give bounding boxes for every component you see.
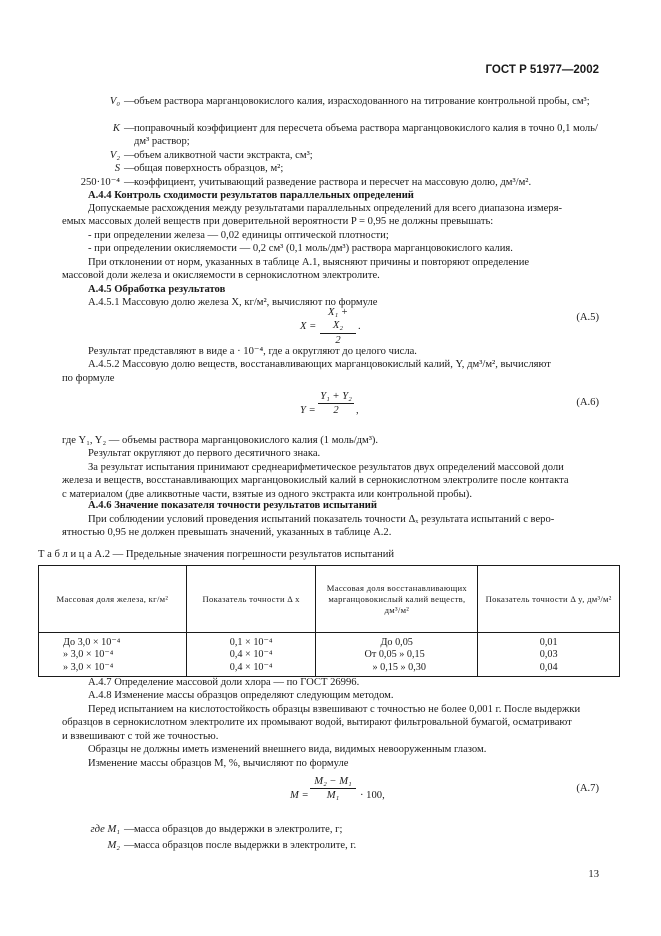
paragraph-line: образцов в сернокислотном электролите их промывают водой, вытирают фильтровальной бумагой, осматривают	[62, 717, 572, 728]
table-cell	[186, 633, 316, 677]
formula-number: (А.7)	[576, 783, 599, 794]
section-heading-a445: А.4.5 Обработка результатов	[88, 284, 226, 295]
definition-symbol: V₂	[109, 150, 120, 161]
definition-dash: —	[124, 824, 135, 835]
paragraph-line: и взвешивают с той же точностью.	[62, 731, 219, 742]
definition-symbol: M₂	[107, 840, 120, 851]
column-header: Массовая доля восстанавливающих марганцовокислый калий веществ, дм³/м²	[316, 566, 478, 633]
formula-tail: .	[358, 321, 361, 332]
column-header: Показатель точности Δ x	[186, 566, 316, 633]
definition-dash: —	[124, 123, 135, 134]
cell-line: До 0,05	[380, 637, 413, 648]
formula-fraction	[310, 775, 356, 803]
table-cell	[478, 633, 620, 677]
definition-text: объем раствора марганцовокислого калия, израсходованного на титрование контрольной пробы, см³;	[134, 96, 590, 107]
section-heading-a446: А.4.6 Значение показателя точности результатов испытаний	[88, 500, 378, 511]
column-header: Показатель точности Δ y, дм³/м²	[478, 566, 620, 633]
cell-line: 0,1 × 10⁻⁴	[229, 637, 273, 648]
cell-line: » 0,15 » 0,30	[372, 661, 426, 673]
paragraph-line: Образцы не должны иметь изменений внешнего вида, видимых невооруженным глазом.	[88, 744, 487, 755]
paragraph-line: А.4.5.2 Массовую долю веществ, восстанавливающих марганцовокислый калий, Y, дм³/м², вычисляют	[88, 359, 551, 370]
paragraph-line: Результат округляют до первого десятичного знака.	[88, 448, 321, 459]
paragraph-line: с материалом (две аликвотные части, взятые из одного экстракта или контрольной пробы).	[62, 489, 472, 500]
paragraph-line: При соблюдении условий проведения испытаний показатель точности Δₓ результата испытаний с веро-	[88, 514, 555, 525]
definition-dash: —	[124, 150, 135, 161]
definition-symbol: 250·10⁻⁴	[80, 177, 120, 188]
definition-text: поправочный коэффициент для пересчета объема раствора марганцовокислого калия в точно 0,1 моль/дм³ раствор;	[134, 123, 598, 148]
formula-fraction	[318, 390, 354, 418]
cell-line: 0,03	[539, 649, 558, 661]
definition-dash: —	[124, 163, 135, 174]
definition-text: масса образцов до выдержки в электролите, г;	[134, 824, 343, 835]
list-item: - при определении железа — 0,02 единицы оптической плотности;	[88, 230, 389, 241]
fraction-numerator: M₂ − M₁	[310, 775, 356, 789]
table-cell	[316, 633, 478, 677]
paragraph-line: За результат испытания принимают среднеарифметическое результатов двух определений массовой доли	[88, 462, 564, 473]
fraction-numerator: Y₁ + Y₂	[318, 390, 354, 404]
cell-line: 0,01	[539, 637, 558, 648]
paragraph-line: А.4.8 Изменение массы образцов определяют следующим методом.	[88, 690, 394, 701]
definition-text: коэффициент, учитывающий разведение раствора и пересчет на массовую долю, дм³/м².	[134, 177, 532, 188]
definition-symbol: S	[114, 163, 120, 174]
formula-tail: ,	[356, 405, 359, 416]
paragraph-line: Перед испытанием на кислотостойкость образцы взвешивают с точностью не более 0,001 г. После выдержки	[88, 704, 581, 715]
paragraph-line: железа и веществ, восстанавливающих марганцовокислый калий в сернокислотном электролите после контакта	[62, 475, 569, 486]
fraction-numerator: X₁ + X₂	[320, 306, 356, 334]
formula-lhs: M =	[290, 790, 309, 801]
paragraph-line: массовой доли железа и окисляемости в сернокислотном электролите.	[62, 270, 380, 281]
definition-text: общая поверхность образцов, м²;	[134, 163, 284, 174]
fraction-denominator: 2	[333, 405, 339, 417]
definition-dash: —	[124, 177, 135, 188]
fraction-denominator: 2	[335, 334, 341, 346]
table-a2	[38, 565, 620, 677]
paragraph-line: Допускаемые расхождения между результатами параллельных определений для всего диапазона измеря-	[88, 203, 562, 214]
definition-symbol: K	[112, 123, 120, 134]
paragraph-line: При отклонении от норм, указанных в таблице А.1, выясняют причины и повторяют определение	[88, 257, 530, 268]
cell-line: 0,4 × 10⁻⁴	[229, 649, 273, 661]
paragraph-line: Изменение массы образцов M, %, вычисляют по формуле	[88, 758, 349, 769]
fraction-denominator: M₁	[326, 790, 340, 802]
definition-text: объем аликвотной части экстракта, см³;	[134, 150, 313, 161]
paragraph-line: А.4.7 Определение массовой доли хлора — по ГОСТ 26996.	[88, 677, 360, 688]
paragraph-line: по формуле	[62, 373, 115, 384]
cell-line: 0,04	[539, 661, 558, 673]
definition-symbol: V₀	[109, 96, 120, 107]
column-header: Массовая доля железа, кг/м²	[39, 566, 187, 633]
definition-dash: —	[124, 96, 135, 107]
page-number: 13	[588, 869, 599, 880]
cell-line: » 3,0 × 10⁻⁴	[63, 661, 114, 673]
formula-lhs: X =	[300, 321, 317, 332]
formula-fraction	[320, 306, 356, 347]
table-header-row	[39, 566, 620, 633]
cell-line: » 3,0 × 10⁻⁴	[63, 649, 114, 661]
paragraph-line: Результат представляют в виде a · 10⁻⁴, где a округляют до целого числа.	[88, 346, 417, 357]
where-clause: где Y₁, Y₂ — объемы раствора марганцовокислого калия (1 моль/дм³).	[62, 435, 379, 446]
list-item: - при определении окисляемости — 0,2 см³ (0,1 моль/дм³) раствора марганцовокислого калия.	[88, 243, 513, 254]
table-row	[39, 633, 620, 677]
paragraph-line: А.4.5.1 Массовую долю железа X, кг/м², вычисляют по формуле	[88, 297, 378, 308]
table-cell	[39, 633, 187, 677]
cell-line: От 0,05 » 0,15	[364, 649, 425, 661]
paragraph-line: ятностью 0,95 не должен превышать значений, указанных в таблице А.2.	[62, 527, 392, 538]
cell-line: 0,4 × 10⁻⁴	[229, 661, 273, 673]
definition-text: масса образцов после выдержки в электролите, г.	[134, 840, 357, 851]
formula-lhs: Y =	[300, 405, 316, 416]
paragraph-line: емых массовых долей веществ при доверительной вероятности P = 0,95 не должны превышать:	[62, 216, 494, 227]
formula-number: (А.6)	[576, 397, 599, 408]
table-caption: Т а б л и ц а А.2 — Предельные значения погрешности результатов испытаний	[38, 549, 395, 560]
definition-symbol: где M₁	[90, 824, 120, 835]
formula-number: (А.5)	[576, 312, 599, 323]
cell-line: До 3,0 × 10⁻⁴	[63, 637, 121, 648]
formula-tail: · 100,	[360, 790, 385, 801]
section-heading-a444: А.4.4 Контроль сходимости результатов параллельных определений	[88, 190, 414, 201]
definition-dash: —	[124, 840, 135, 851]
document-code-header: ГОСТ Р 51977—2002	[485, 64, 599, 76]
